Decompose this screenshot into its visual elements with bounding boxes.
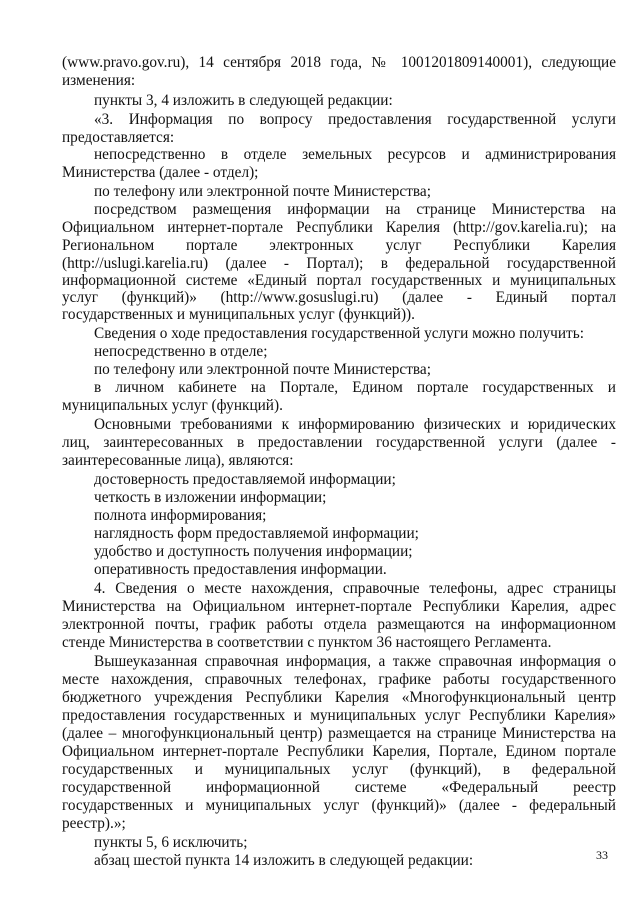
text-line: непосредственно в отделе;	[94, 343, 268, 360]
text-line: государственной информационной системе «Федеральный реестр	[62, 779, 616, 796]
text-line: государственных и муниципальных услуг (функций)).	[62, 306, 415, 323]
text-line: (http://uslugi.karelia.ru) (далее - Портал); в федеральной государственной	[62, 255, 616, 272]
text-line: в личном кабинете на Портале, Едином портале государственных и	[94, 379, 616, 396]
text-line: Официальном интернет-портале Республики Карелия, Портале, Едином портале	[62, 743, 616, 760]
text-line: полнота информирования;	[94, 507, 267, 524]
text-line: по телефону или электронной почте Министерства;	[94, 361, 431, 378]
text-line: пункты 3, 4 изложить в следующей редакции:	[94, 92, 393, 109]
text-line: 4. Сведения о месте нахождения, справочные телефоны, адрес страницы	[94, 580, 616, 597]
text-line: государственных и муниципальных услуг (функций), в федеральной	[62, 761, 616, 778]
text-line: бюджетного учреждения Республики Карелия «Многофункциональный центр	[62, 689, 616, 706]
text-line: «3. Информация по вопросу предоставления государственной услуги	[94, 111, 616, 128]
text-line: удобство и доступность получения информации;	[94, 543, 413, 560]
text-line: непосредственно в отделе земельных ресурсов и администрирования	[94, 146, 616, 163]
text-line: Министерства на Официальном интернет-портале Республики Карелия, адрес	[62, 598, 616, 615]
text-line: (www.pravo.gov.ru), 14 сентября 2018 года, № 1001201809140001), следующие	[62, 54, 616, 71]
text-line: реестр).»;	[62, 815, 126, 832]
page-number: 33	[596, 848, 608, 862]
text-line: наглядность форм предоставляемой информации;	[94, 525, 419, 542]
text-line: четкость в изложении информации;	[94, 489, 327, 506]
text-line: муниципальных услуг (функций).	[62, 397, 283, 414]
text-line: абзац шестой пункта 14 изложить в следующей редакции:	[94, 852, 474, 869]
text-line: оперативность предоставления информации.	[94, 561, 387, 578]
text-line: предоставляется:	[62, 129, 175, 146]
text-line: заинтересованные лица), являются:	[62, 452, 294, 469]
text-line: стенде Министерства в соответствии с пунктом 36 настоящего Регламента.	[62, 634, 552, 651]
text-line: Региональном портале электронных услуг Республики Карелия	[62, 237, 616, 254]
text-line: посредством размещения информации на странице Министерства на	[94, 201, 616, 218]
text-line: достоверность предоставляемой информации;	[94, 471, 396, 488]
text-line: электронной почты, график работы отдела размещаются на информационном	[62, 616, 616, 633]
text-line: (далее – многофункциональный центр) размещается на странице Министерства на	[62, 725, 616, 742]
text-line: услуг (функций)» (http://www.gosuslugi.ru) (далее - Единый портал	[62, 289, 616, 306]
text-line: информационной системе «Единый портал государственных и муниципальных	[62, 272, 616, 289]
text-line: пункты 5, 6 исключить;	[94, 834, 248, 851]
text-line: Министерства (далее - отдел);	[62, 164, 259, 181]
text-line: Основными требованиями к информированию физических и юридических	[94, 416, 616, 433]
text-line: Официальном интернет-портале Республики Карелия (http://gov.karelia.ru); на	[62, 219, 616, 236]
text-line: по телефону или электронной почте Министерства;	[94, 183, 431, 200]
text-line: Вышеуказанная справочная информация, а также справочная информация о	[94, 653, 616, 670]
text-line: месте нахождения, справочных телефонах, графике работы государственного	[62, 671, 616, 688]
text-line: изменения:	[62, 72, 136, 89]
text-line: Сведения о ходе предоставления государственной услуги можно получить:	[94, 325, 584, 342]
text-line: предоставления государственных и муниципальных услуг Республики Карелия»	[62, 707, 616, 724]
text-line: государственных и муниципальных услуг (функций)» (далее - федеральный	[62, 797, 616, 814]
text-line: лиц, заинтересованных в предоставлении государственной услуги (далее -	[62, 434, 616, 451]
